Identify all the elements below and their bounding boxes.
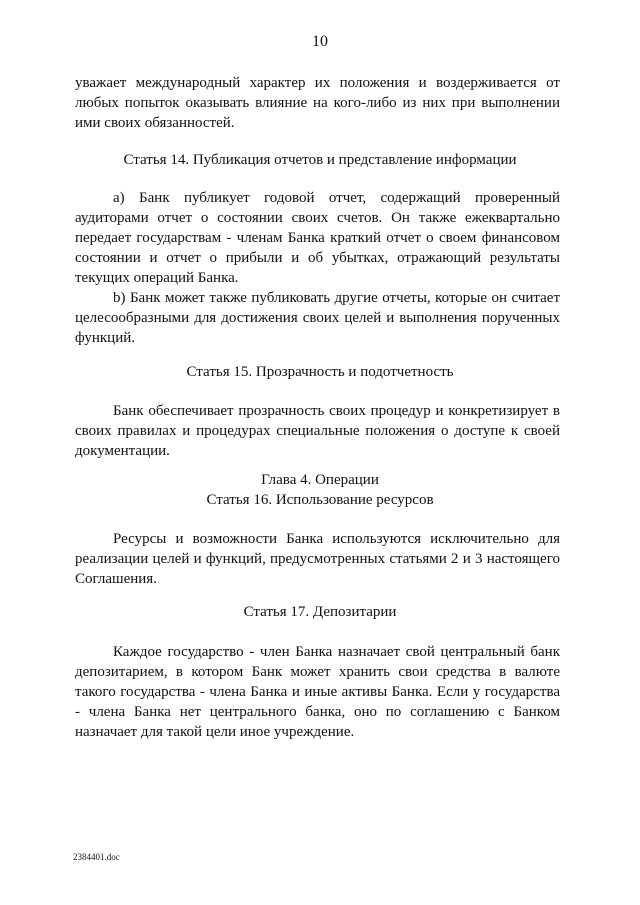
document-footer: 2384401.doc bbox=[73, 852, 120, 862]
chapter-4-heading: Глава 4. Операции bbox=[261, 472, 379, 488]
intro-paragraph-block bbox=[75, 73, 560, 133]
article-15-heading: Статья 15. Прозрачность и подотчетность bbox=[186, 364, 454, 380]
article-17-para: Каждое государство - член Банка назначает свой центральный банк депозитарием, в котором Банк может хранить свои средства в валюте такого государства - члена Банка и иные активы Банка. Если у государства - члена Банка нет центрального банка, оно по соглашению с Банком назначает для такой цели иное учреждение. bbox=[75, 644, 560, 740]
article-14-heading: Статья 14. Публикация отчетов и представление информации bbox=[123, 152, 517, 168]
intro-paragraph: уважает международный характер их положения и воздерживается от любых попыток оказывать влияние на кого-либо из них при выполнении ими своих обязанностей. bbox=[75, 75, 560, 131]
article-14-body bbox=[75, 188, 560, 348]
article-16-heading: Статья 16. Использование ресурсов bbox=[206, 492, 434, 508]
article-14-para-b: b) Банк может также публиковать другие отчеты, которые он считает целесообразными для достижения своих целей и выполнения порученных функций. bbox=[75, 290, 560, 346]
chapter-4-heading-block bbox=[0, 470, 640, 510]
article-15-para: Банк обеспечивает прозрачность своих процедур и конкретизирует в своих правилах и процедурах специальные положения о доступе к своей документации. bbox=[75, 403, 560, 459]
article-16-body bbox=[75, 529, 560, 589]
article-14-para-a: а) Банк публикует годовой отчет, содержащий проверенный аудиторами отчет о состоянии своих счетов. Он также ежеквартально передает государствам - членам Банка краткий отчет о своем финансовом состоянии и отчет о прибыли и об убытках, отражающий результаты текущих операций Банка. bbox=[75, 190, 560, 286]
article-15-body bbox=[75, 401, 560, 461]
article-17-heading: Статья 17. Депозитарии bbox=[243, 604, 397, 620]
article-16-para: Ресурсы и возможности Банка используются исключительно для реализации целей и функций, предусмотренных статьями 2 и 3 настоящего Соглашения. bbox=[75, 531, 560, 587]
article-17-body bbox=[75, 642, 560, 742]
page-number: 10 bbox=[312, 33, 328, 50]
